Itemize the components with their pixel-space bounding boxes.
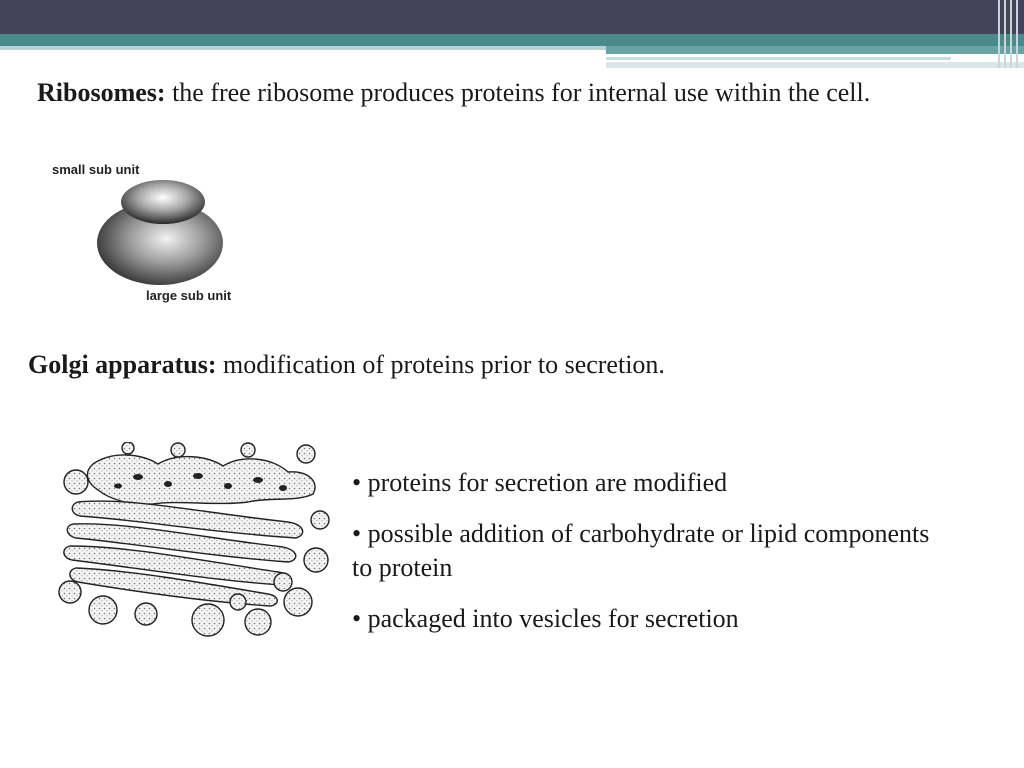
header-vertical-bars <box>994 0 1024 68</box>
ribosomes-term: Ribosomes: <box>37 78 166 107</box>
golgi-paragraph <box>28 347 928 382</box>
golgi-bullet-list <box>352 466 952 653</box>
bullet-item: • proteins for secretion are modified <box>352 468 728 497</box>
header-dark-band <box>0 0 1024 34</box>
header-accent-line-2 <box>606 62 1024 68</box>
ribosome-illustration <box>92 178 232 288</box>
golgi-term: Golgi apparatus: <box>28 350 217 379</box>
header-teal-band <box>0 34 1024 46</box>
small-subunit-label: small sub unit <box>52 162 140 177</box>
small-subunit-shape <box>121 180 205 224</box>
bullet-item: • possible addition of carbohydrate or lipid components to protein <box>352 519 930 582</box>
header-teal-step <box>606 46 1024 54</box>
large-subunit-label: large sub unit <box>146 288 232 303</box>
ribosomes-description: the free ribosome produces proteins for internal use within the cell. <box>165 78 871 107</box>
golgi-description: modification of proteins prior to secretion. <box>216 350 665 379</box>
header-light-line <box>0 46 606 50</box>
header-accent-line <box>606 57 951 60</box>
golgi-apparatus-illustration <box>58 442 333 640</box>
ribosomes-paragraph <box>37 75 977 110</box>
bullet-item: • packaged into vesicles for secretion <box>352 604 739 633</box>
